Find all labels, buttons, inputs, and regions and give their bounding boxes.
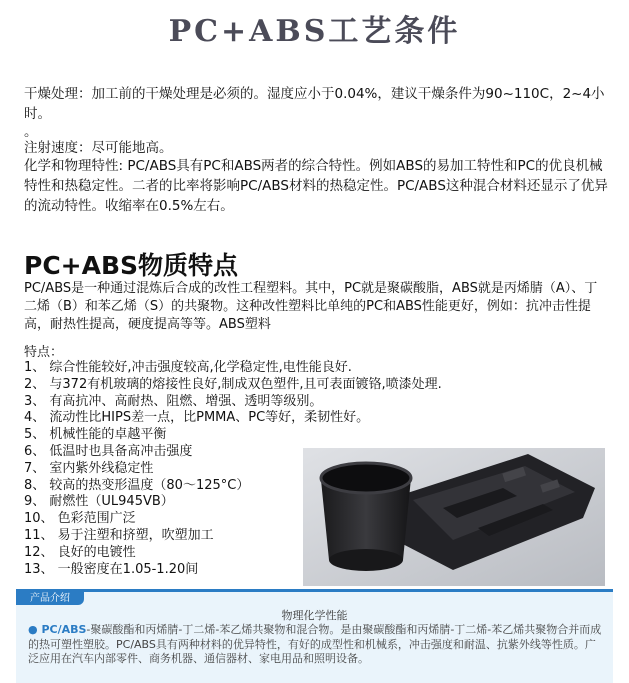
feature-item: 7、 室内紫外线稳定性 — [24, 460, 154, 476]
card-text — [28, 623, 606, 667]
feature-item: 10、 色彩范围广泛 — [24, 511, 136, 527]
features-label: 特点： — [24, 345, 64, 360]
feature-item: 4、 流动性比HIPS差一点，比PMMA、PC等好，柔韧性好。 — [24, 410, 370, 426]
chemistry-text: 化学和物理特性: PC/ABS具有PC和ABS两者的综合特性。例如ABS的易加工特性和PC的优良机械特性和热稳定性。二者的比率将影响PC/ABS材料的热稳定性。PC/ABS这种混合材料还显示了优异的流动特性。收缩率在0.5%左右。 — [24, 158, 608, 214]
page-title: PC+ABS工艺条件 — [168, 14, 461, 49]
card-body: -聚碳酸酯和丙烯腈-丁二烯-苯乙烯共聚物和混合物。是由聚碳酸酯和丙烯腈-丁二烯-苯乙烯共聚物合并而成的热可塑性塑胶。PC/ABS具有两种材料的优异特性，有好的成型性和机械系，冲击强度和耐温、抗紫外线等性质。广泛应用在汽车内部零件、商务机器、通信器材、家电用品和照明设备。 — [28, 623, 602, 665]
properties-heading: PC+ABS物质特点 — [24, 251, 239, 280]
feature-item: 11、 易于注塑和挤塑，吹塑加工 — [24, 527, 214, 543]
feature-item: 5、 机械性能的卓越平衡 — [24, 427, 167, 443]
injection-text: 注射速度：尽可能地高。 — [24, 140, 173, 156]
car-cupholder-part-image — [303, 448, 605, 586]
card-heading: 物理化学性能 — [281, 609, 348, 622]
feature-item: 6、 低温时也具备高冲击强度 — [24, 443, 193, 459]
dot-text: 。 — [24, 124, 38, 140]
feature-item: 13、 一般密度在1.05-1.20间 — [24, 561, 199, 577]
features-list — [24, 360, 442, 578]
feature-item: 9、 耐燃性（UL945VB） — [24, 494, 174, 510]
drying-text: 干燥处理：加工前的干燥处理是必须的。湿度应小于0.04%，建议干燥条件为90~110C，2~4小时。 — [24, 86, 605, 122]
feature-item: 1、 综合性能较好,冲击强度较高,化学稳定性,电性能良好. — [24, 360, 352, 375]
feature-item: 12、 良好的电镀性 — [24, 544, 136, 560]
product-photo — [303, 448, 605, 586]
properties-intro: PC/ABS是一种通过混炼后合成的改性工程塑料。其中，PC就是聚碳酸脂，ABS就是丙烯腈（A）、丁二烯（B）和苯乙烯（S）的共聚物。这种改性塑料比单纯的PC和ABS性能更好，例如：抗冲击性提高，耐热性提高，硬度提高等等。ABS塑料 — [24, 281, 598, 332]
feature-item: 8、 较高的热变形温度（80～125°C） — [24, 477, 250, 493]
product-intro-card — [16, 589, 613, 683]
feature-item: 2、 与372有机玻璃的熔接性良好,制成双色塑件,且可表面镀铬,喷漆处理. — [24, 376, 442, 392]
product-intro-tab: 产品介绍 — [16, 592, 84, 605]
card-lead: ● PC/ABS — [28, 623, 86, 636]
feature-item: 3、 有高抗冲、高耐热、阻燃、增强、透明等级别。 — [24, 393, 323, 409]
